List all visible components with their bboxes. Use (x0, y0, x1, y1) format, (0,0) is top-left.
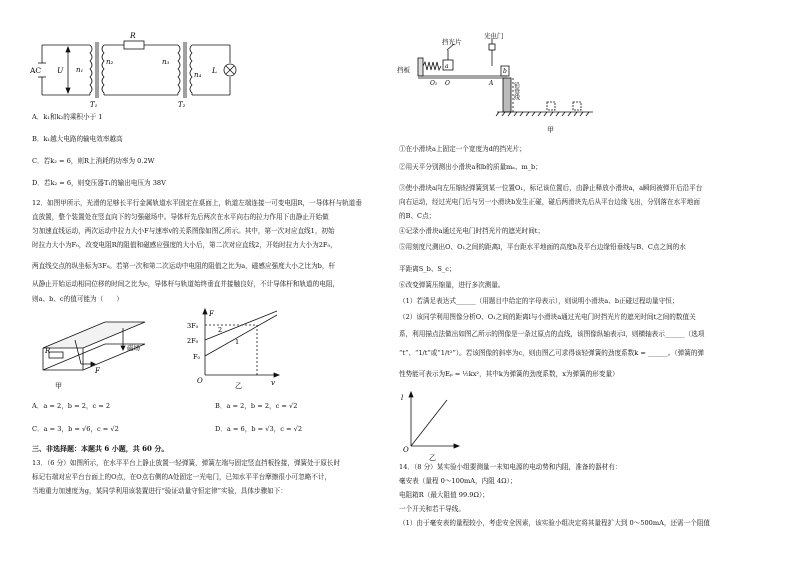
q13-step-1: ①在小滑块a上固定一个宽度为d的挡光片； (399, 145, 526, 153)
label-u: U (57, 66, 64, 75)
label-ac: AC (30, 66, 42, 75)
graph2-y-axis: l (401, 394, 404, 402)
q13-step-3c: 的B、C点； (399, 212, 436, 220)
q11-option-c: C．若k₂ = 6，则R上消耗的功率为 0.2W (32, 157, 155, 165)
graph2-origin: O (403, 446, 409, 454)
label-shade: 挡光片 (442, 38, 462, 46)
q13-step-4: ④记录小滑块a通过光电门时挡光片的遮光时间t； (399, 227, 545, 235)
q13-sub-2-line-4: 性势能可表示为Eₚ = ½kx²，其中k为弹簧的劲度系数，x为弹簧的形变量） (399, 370, 619, 378)
q12-option-c: C．a = 3，b = √6，c = √2 (32, 425, 119, 433)
q14-line-3: 电阻箱R（最大阻值 99.9Ω）； (399, 491, 489, 499)
label-slider-a: a (445, 63, 449, 70)
q12-option-b: B．a = 2，b = 2，c = √2 (215, 402, 298, 410)
q12-option-a: A．a = 2，b = 2，c = 2 (32, 402, 111, 410)
label-o1: O₁ (430, 80, 438, 87)
q11-transformer-circuit (30, 30, 250, 110)
label-t2: T₂ (178, 101, 186, 109)
q13-step-5b: 平距离S_b、S_c； (399, 265, 456, 273)
q13-line-3: 当地重力加速度为g，某同学利用该装置进行“验证动量守恒定律”实验，具体步骤如下： (32, 487, 287, 495)
q11-option-a: A．k₁和k₂的乘积小于 1 (32, 113, 103, 121)
label-n2: n₂ (106, 58, 114, 66)
right-column (397, 0, 794, 561)
label-r-fig12: R (45, 347, 51, 355)
q14-line-5: （1）由于毫安表的量程较小，考虑安全因素，该实验小组决定将其量程扩大到 0～500mA，还需一个阻值 (399, 519, 711, 527)
graph-y-f0: F₀ (193, 353, 201, 361)
q13-graph-yi (401, 390, 461, 462)
q12-line-4: 时拉力大小为F₀，改变电阻R的阻值和磁感应强度的大小后，第二次对应直线2，开始时拉力大小为2F₀， (32, 241, 337, 249)
q13-step-3: ③使小滑块a向左压缩轻弹簧到某一位置O₁，标记该位置后，由静止释放小滑块a，a瞬间被弹开后沿平台 (399, 184, 703, 192)
q12-figure-jia (35, 318, 155, 390)
q13-sub-1: （1）若满足表达式______（用题目中给定的字母表示），则说明小滑块a、b正碰过程动量守恒； (399, 297, 679, 305)
q13-line-2: 标记右端对应平台台面上的O点，在O点右侧的A处固定一光电门，已知水平平台摩擦很小可忽略不计， (32, 473, 332, 481)
q13-sub-2-line-1: （2）该同学利用图像分析O、O₁之间的距离l与小滑块a通过光电门时挡光片的遮光时间t之间的数值关 (399, 313, 696, 321)
section-3-heading: 三、非选择题：本题共 6 小题，共 60 分。 (32, 444, 169, 453)
graph-origin: O (197, 377, 203, 385)
label-l: L (212, 66, 217, 75)
graph-y-2f0: 2F₀ (187, 337, 199, 345)
graph-x-axis: v (271, 379, 275, 387)
graph-y-3f0: 3F₀ (187, 322, 199, 330)
q13-step-2: ②用天平分别测出小滑块a和b的质量mₐ、m_b； (399, 163, 542, 171)
label-n1: n₁ (76, 66, 84, 74)
graph-line-1: 1 (235, 338, 240, 346)
label-t1: T₁ (90, 101, 98, 109)
q14-line-1: 14．（8 分）某实验小组要测量一未知电源的电动势和内阻，准备的器材有： (399, 463, 622, 471)
q12-line-1: 12．如图甲所示，光滑的足够长平行金属轨道水平固定在桌面上，轨道左端连接一可变电阻R，一导体杆与轨道垂 (32, 199, 362, 207)
label-o: O (445, 80, 450, 87)
q14-line-4: 一个开关和若干导线。 (399, 505, 465, 513)
label-yi-fig13: 乙 (429, 454, 436, 462)
label-photogate: 光电门 (484, 32, 504, 40)
label-yi-fig12: 乙 (235, 382, 242, 390)
q12-line-6: 从静止开始运动相同位移的时间之比为c，导体杆与轨道始终垂直并接触良好，不计导体杆和轨道的电阻， (32, 280, 340, 288)
q13-sub-2-line-2: 系，利用描点法做出如图乙所示的图像是一条过原点的直线，该图像纵轴表示l，则横轴表示______（选项 (399, 330, 705, 338)
label-jia-fig13: 甲 (547, 126, 554, 134)
label-plumb-line: 铅垂线 (512, 82, 520, 100)
q11-option-b: B．k₁越大电路的输电效率越高 (32, 135, 123, 143)
q12-line-2: 直放置，整个装置处在竖直向下的匀强磁场中。导体杆先后两次在水平向右的拉力作用下由静止开始做 (32, 213, 329, 221)
q12-line-7: 则a、b、c的值可能为（ ） (32, 295, 123, 303)
label-r: R (130, 31, 136, 40)
label-slider-b: b (503, 68, 507, 75)
graph-line-2: 2 (218, 326, 223, 334)
q11-option-d: D．若k₂ = 6，则变压器T₁的输出电压为 38V (32, 179, 166, 187)
label-n3: n₃ (162, 58, 170, 66)
graph-y-axis: F (209, 310, 214, 318)
label-f-fig12: F (95, 367, 100, 375)
q12-option-d: D．a = 6，b = √3，c = √2 (215, 425, 303, 433)
q13-apparatus-figure (397, 34, 597, 138)
label-n4: n₄ (194, 71, 202, 79)
q13-step-5: ⑤用刻度尺测出O、O₁之间的距离l，平台距水平地面的高度h及平台边缘铅垂线与B、C点之间的水 (399, 243, 686, 251)
q12-figure-yi (187, 307, 283, 390)
q12-line-3: 匀加速直线运动，两次运动中拉力大小F与速率v的关系图像如图乙所示。其中，第一次对应直线1，初始 (32, 227, 335, 235)
q12-line-5: 两直线交点的纵坐标为3F₀。若第一次和第二次运动中电阻的阻值之比为a，磁感应强度大小之比为b，杆 (32, 262, 336, 270)
label-field: 磁场 (127, 344, 140, 352)
label-baffle: 挡板 (397, 66, 410, 74)
q14-line-2: 毫安表（量程 0～100mA，内阻 4Ω）； (399, 477, 517, 485)
q13-step-6: ⑥改变弹簧压缩量，进行多次测量。 (399, 281, 505, 289)
q13-sub-2-line-3: “t”、“1/t”或“1/t²”）。若该图像的斜率为c，则由图乙可求得该轻弹簧的劲度系数k = ______。（弹簧的弹 (399, 349, 705, 357)
label-point-a: A (489, 80, 494, 87)
label-jia-fig12: 甲 (55, 382, 62, 390)
q13-line-1: 13．（6 分）如图所示，在水平平台上静止放置一轻弹簧，弹簧左端与固定竖直挡板拴接，弹簧处于原长时 (32, 459, 341, 467)
q13-step-3b: 向右运动，经过光电门后与另一小滑块b发生正碰，碰后两滑块先后从平台边缘飞出，分别落在水平地面 (399, 198, 700, 206)
